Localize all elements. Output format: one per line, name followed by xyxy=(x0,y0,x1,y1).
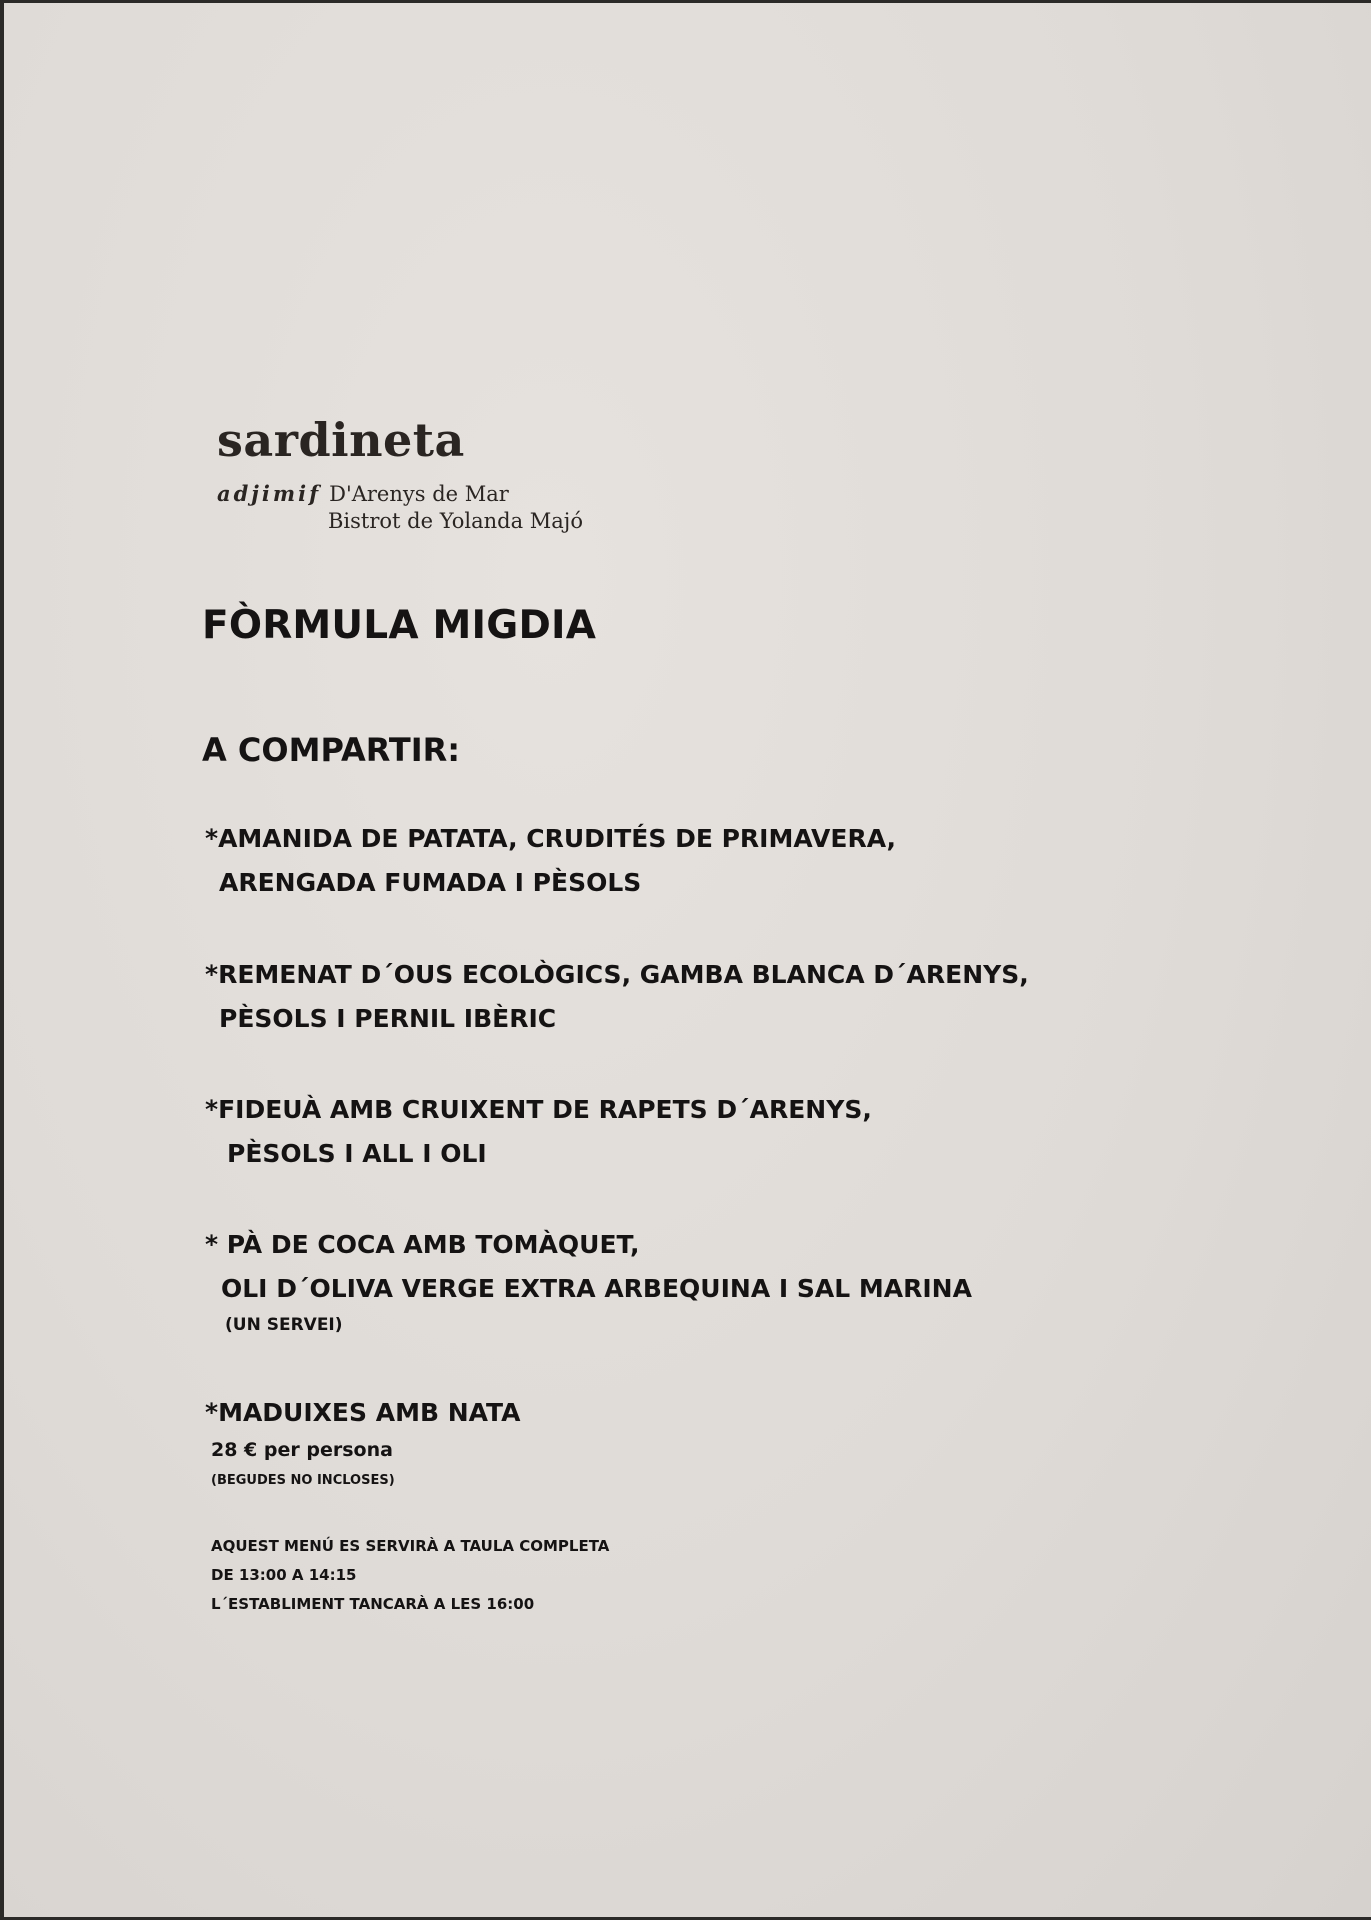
dish-line-1: *REMENAT D´OUS ECOLÒGICS, GAMBA BLANCA D´ARENYS, xyxy=(205,960,1029,989)
brand-tagline: adjimif xyxy=(217,481,322,506)
dish-item xyxy=(205,953,1029,1041)
service-note-line: L´ESTABLIMENT TANCARÀ A LES 16:00 xyxy=(211,1595,535,1613)
dish-note: (UN SERVEI) xyxy=(225,1315,343,1335)
brand-tagline-row xyxy=(217,481,509,506)
dish-line-1: *MADUIXES AMB NATA xyxy=(205,1398,521,1427)
menu-sheet xyxy=(4,3,1371,1917)
dish-line-1: *FIDEUÀ AMB CRUIXENT DE RAPETS D´ARENYS, xyxy=(205,1095,872,1124)
dish-item xyxy=(205,1088,872,1176)
restaurant-logo xyxy=(217,413,583,533)
menu-title: FÒRMULA MIGDIA xyxy=(202,603,597,648)
brand-subtitle: Bistrot de Yolanda Majó xyxy=(328,509,583,533)
service-note-line: DE 13:00 A 14:15 xyxy=(211,1566,357,1584)
dish-line-2: PÈSOLS I PERNIL IBÈRIC xyxy=(219,1004,557,1033)
dish-line-1: * PÀ DE COCA AMB TOMÀQUET, xyxy=(205,1230,640,1259)
restaurant-name: sardineta xyxy=(217,413,465,467)
dish-line-2: ARENGADA FUMADA I PÈSOLS xyxy=(219,868,642,897)
section-heading: A COMPARTIR: xyxy=(202,731,461,769)
drinks-note: (BEGUDES NO INCLOSES) xyxy=(211,1473,395,1488)
brand-location: D'Arenys de Mar xyxy=(329,482,509,506)
dish-line-1: *AMANIDA DE PATATA, CRUDITÉS DE PRIMAVERA, xyxy=(205,824,897,853)
dish-line-2: PÈSOLS I ALL I OLI xyxy=(227,1139,487,1168)
service-note-line: AQUEST MENÚ ES SERVIRÀ A TAULA COMPLETA xyxy=(211,1537,610,1555)
dish-line-2: OLI D´OLIVA VERGE EXTRA ARBEQUINA I SAL MARINA xyxy=(221,1274,972,1303)
service-notes xyxy=(211,1532,609,1619)
dish-item xyxy=(205,1223,972,1339)
dish-item xyxy=(205,817,896,905)
dish-item xyxy=(205,1391,521,1435)
menu-price: 28 € per persona xyxy=(211,1439,393,1461)
